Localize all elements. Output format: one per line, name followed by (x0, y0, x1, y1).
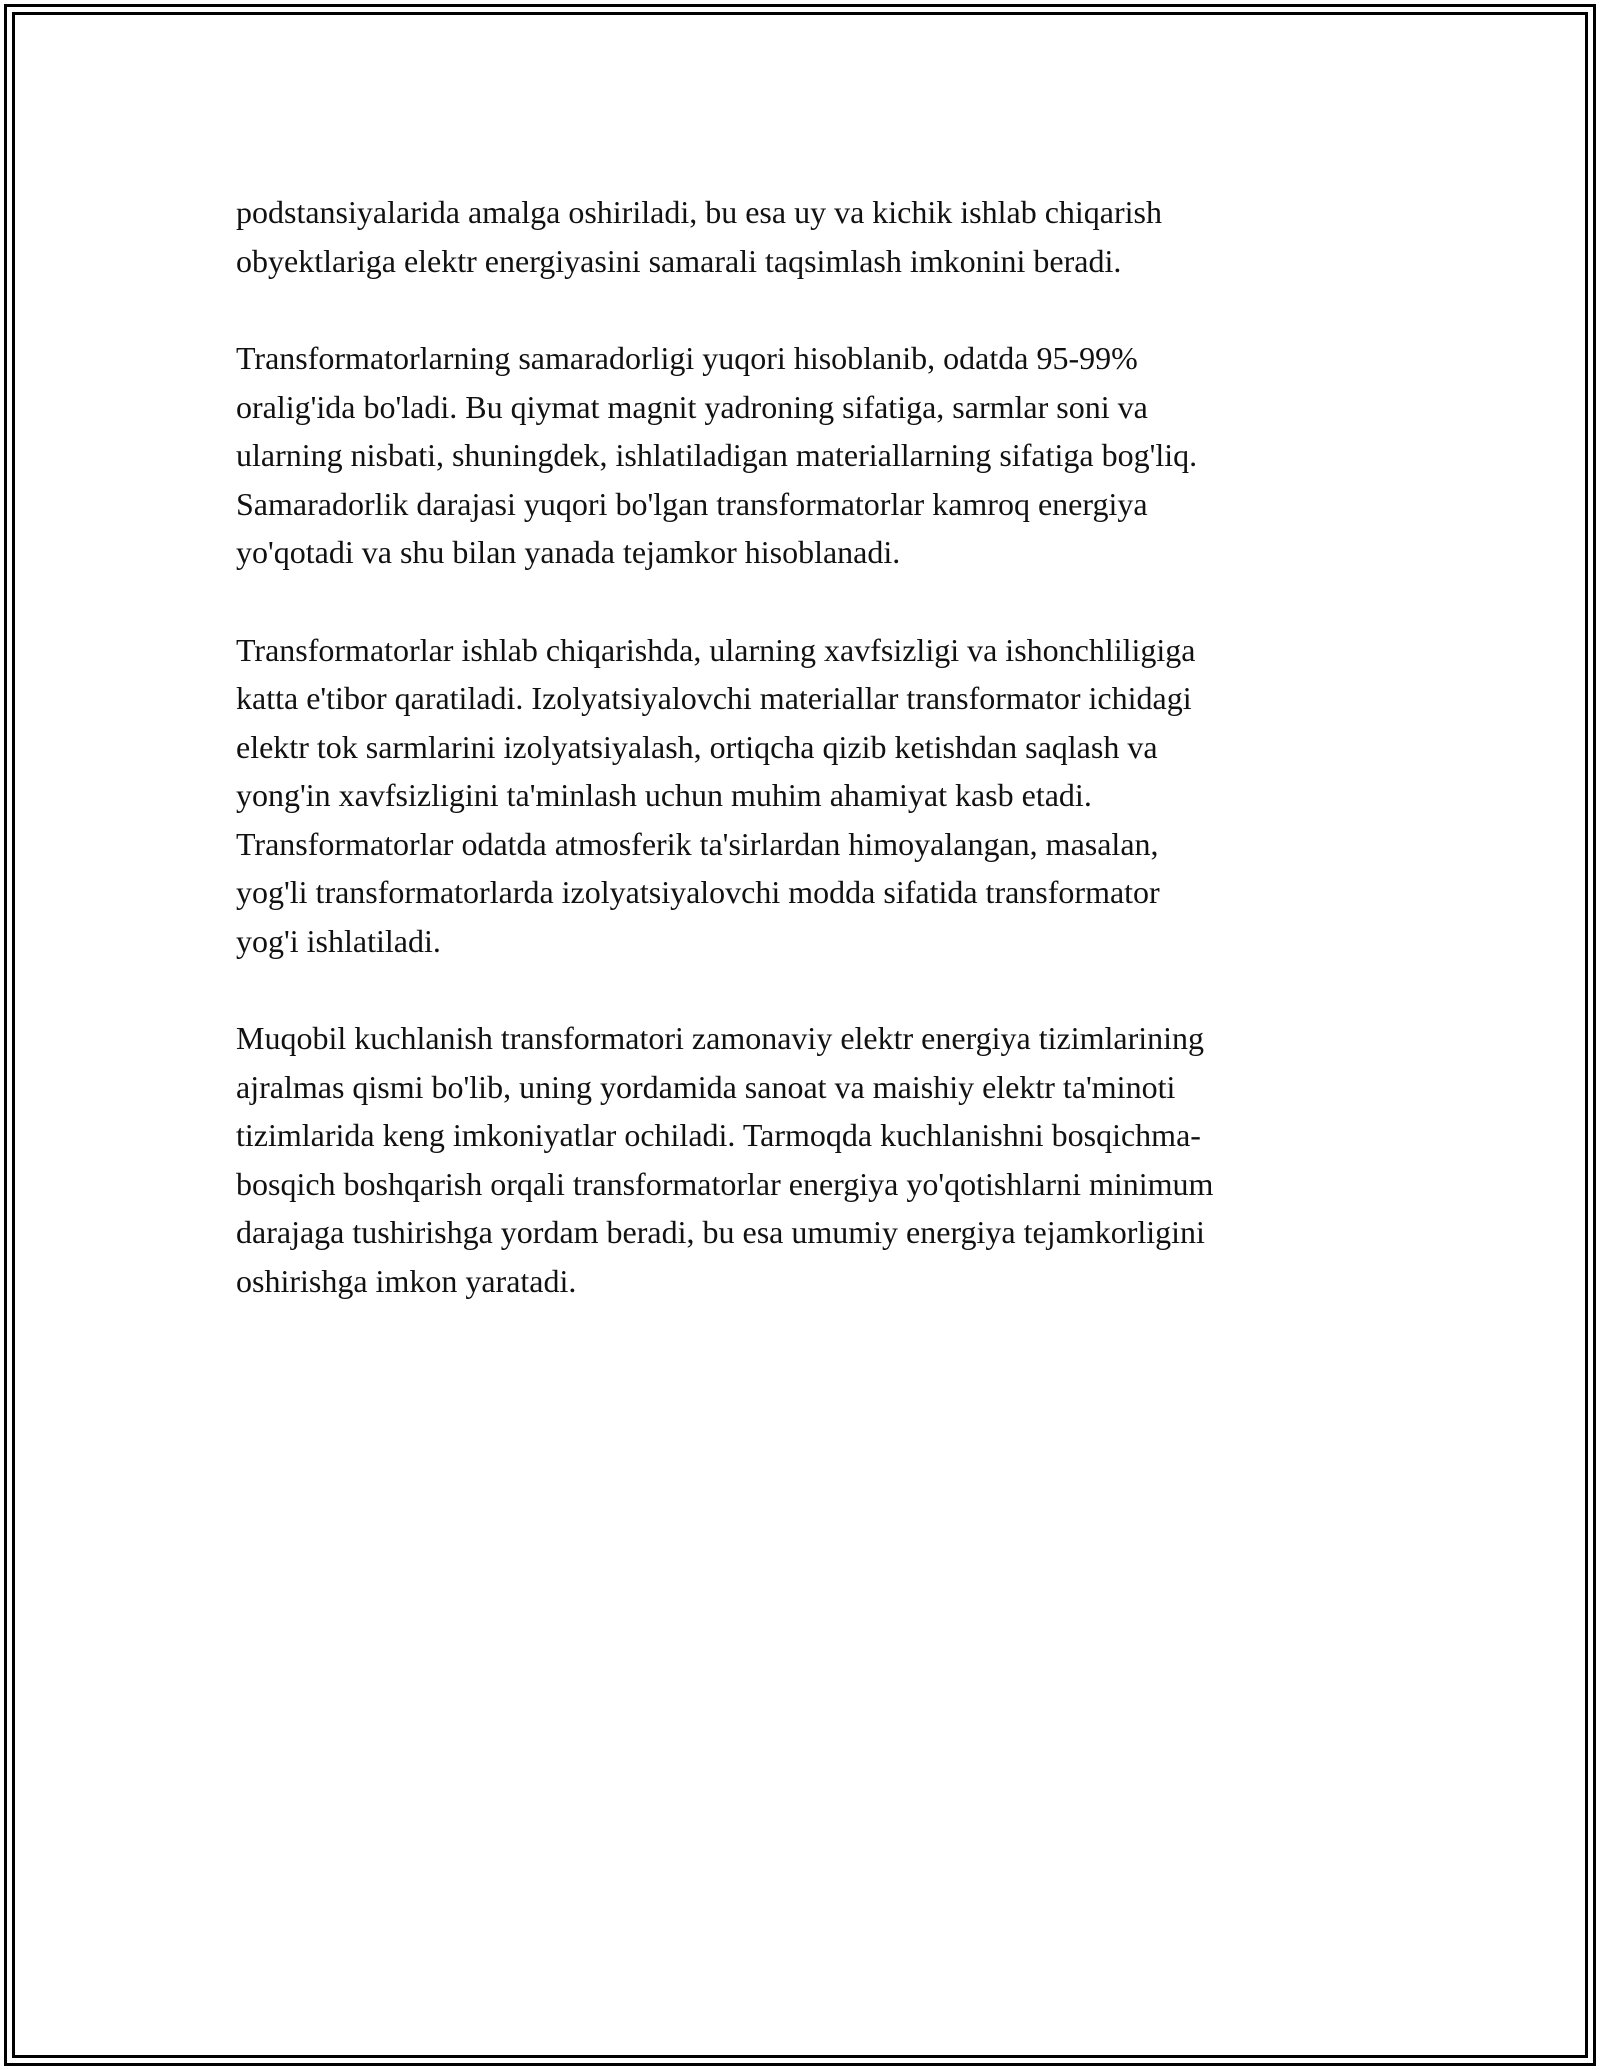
paragraph-transformer-efficiency (236, 334, 1366, 577)
text-line: oralig'ida bo'ladi. Bu qiymat magnit yadroning sifatiga, sarmlar soni va (236, 388, 1148, 425)
text-line: Samaradorlik darajasi yuqori bo'lgan transformatorlar kamroq energiya (236, 485, 1148, 522)
text-line: yong'in xavfsizligini ta'minlash uchun muhim ahamiyat kasb etadi. (236, 777, 1092, 813)
document-body (236, 188, 1366, 1354)
text-line: Muqobil kuchlanish transformatori zamonaviy elektr energiya tizimlarining (236, 1020, 1205, 1056)
text-line: podstansiyalarida amalga oshiriladi, bu esa uy va kichik ishlab chiqarish (236, 194, 1162, 230)
text-line: yog'i ishlatiladi. (236, 922, 441, 959)
text-line: yog'li transformatorlarda izolyatsiyalovchi modda sifatida transformator (236, 874, 1160, 910)
paragraph-ac-transformer-role (236, 1014, 1366, 1305)
text-line: oshirishga imkon yaratadi. (236, 1262, 577, 1299)
text-line: obyektlariga elektr energiyasini samarali taqsimlash imkonini beradi. (236, 242, 1122, 279)
text-line: yo'qotadi va shu bilan yanada tejamkor hisoblanadi. (236, 534, 901, 570)
text-line: bosqich boshqarish orqali transformatorlar energiya yo'qotishlarni minimum (236, 1165, 1214, 1202)
text-line: darajaga tushirishga yordam beradi, bu esa umumiy energiya tejamkorligini (236, 1214, 1205, 1250)
paragraph-safety-insulation (236, 626, 1366, 966)
paragraph-substation-distribution (236, 188, 1366, 285)
text-line: Transformatorlar odatda atmosferik ta'sirlardan himoyalangan, masalan, (236, 825, 1159, 862)
text-line: ajralmas qismi bo'lib, uning yordamida sanoat va maishiy elektr ta'minoti (236, 1068, 1176, 1105)
text-line: katta e'tibor qaratiladi. Izolyatsiyalovchi materiallar transformator ichidagi (236, 680, 1192, 716)
text-line: Transformatorlar ishlab chiqarishda, ularning xavfsizligi va ishonchliligiga (236, 631, 1196, 668)
text-line: ularning nisbati, shuningdek, ishlatiladigan materiallarning sifatiga bog'liq. (236, 437, 1198, 473)
text-line: elektr tok sarmlarini izolyatsiyalash, ortiqcha qizib ketishdan saqlash va (236, 728, 1158, 765)
text-line: Transformatorlarning samaradorligi yuqori hisoblanib, odatda 95-99% (236, 340, 1138, 376)
text-line: tizimlarida keng imkoniyatlar ochiladi. Tarmoqda kuchlanishni bosqichma- (236, 1117, 1201, 1153)
